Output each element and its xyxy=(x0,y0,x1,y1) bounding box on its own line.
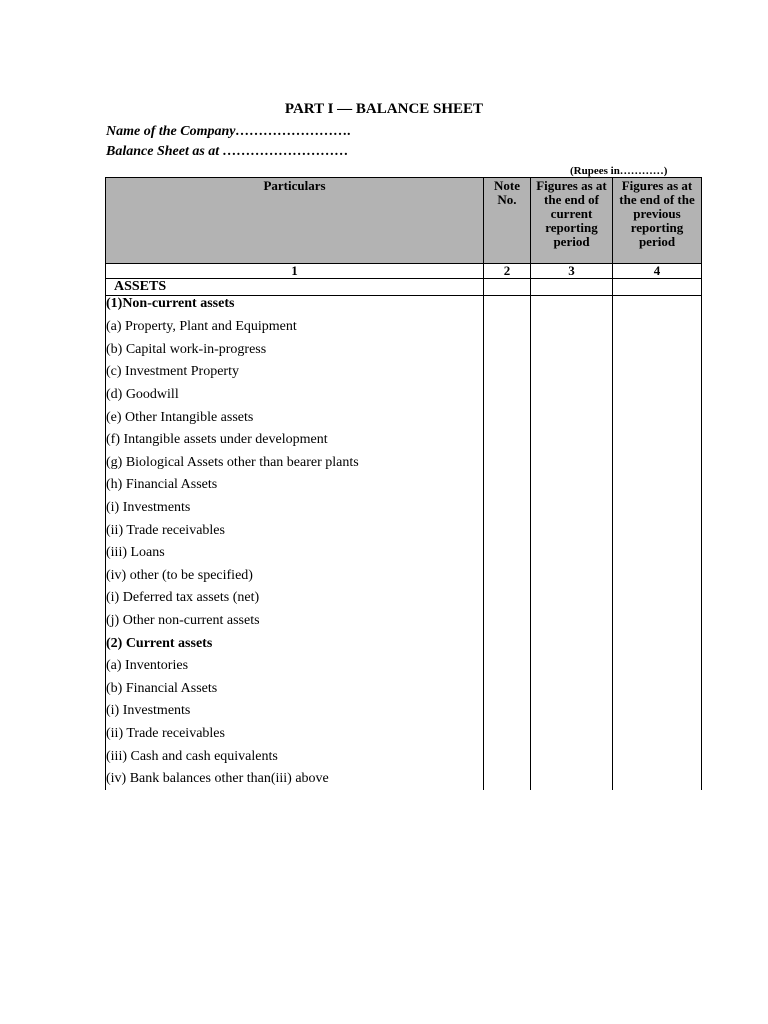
current-period-header: Figures as at the end of current reporting period xyxy=(531,178,613,264)
row-label: (iii) Loans xyxy=(106,542,484,565)
previous-value-cell xyxy=(613,632,702,655)
row-label: (i) Investments xyxy=(106,700,484,723)
current-value-cell xyxy=(531,316,613,339)
current-value-cell xyxy=(531,768,613,791)
note-cell xyxy=(484,632,531,655)
previous-value-cell xyxy=(613,339,702,362)
row-label: (iii) Cash and cash equivalents xyxy=(106,745,484,768)
previous-value-cell xyxy=(613,700,702,723)
table-row xyxy=(106,678,702,701)
current-value-cell xyxy=(531,610,613,633)
note-cell xyxy=(484,610,531,633)
row-label: (d) Goodwill xyxy=(106,384,484,407)
table-row xyxy=(106,316,702,339)
previous-value-cell xyxy=(613,519,702,542)
table-row xyxy=(106,632,702,655)
table-row xyxy=(106,745,702,768)
note-cell xyxy=(484,655,531,678)
current-value-cell xyxy=(531,497,613,520)
previous-value-cell xyxy=(613,610,702,633)
table-row xyxy=(106,587,702,610)
current-value-cell xyxy=(531,542,613,565)
previous-value-cell xyxy=(613,678,702,701)
table-header-row xyxy=(106,178,702,264)
note-cell xyxy=(484,452,531,475)
note-cell xyxy=(484,519,531,542)
row-label: (ii) Trade receivables xyxy=(106,723,484,746)
table-row xyxy=(106,429,702,452)
table-row xyxy=(106,700,702,723)
current-value-cell xyxy=(531,406,613,429)
row-label: (b) Financial Assets xyxy=(106,678,484,701)
note-cell xyxy=(484,279,531,296)
note-cell xyxy=(484,429,531,452)
table-row xyxy=(106,723,702,746)
previous-value-cell xyxy=(613,429,702,452)
row-label: (1)Non-current assets xyxy=(106,296,484,317)
previous-value-cell xyxy=(613,296,702,317)
page-title: PART I — BALANCE SHEET xyxy=(284,101,484,117)
previous-value-cell xyxy=(613,745,702,768)
previous-period-header: Figures as at the end of the previous reporting period xyxy=(613,178,702,264)
previous-value-cell xyxy=(613,384,702,407)
current-value-cell xyxy=(531,655,613,678)
table-row xyxy=(106,655,702,678)
row-label: (e) Other Intangible assets xyxy=(106,406,484,429)
previous-value-cell xyxy=(613,655,702,678)
previous-value-cell xyxy=(613,316,702,339)
current-value-cell xyxy=(531,723,613,746)
table-row xyxy=(106,474,702,497)
row-label: (a) Property, Plant and Equipment xyxy=(106,316,484,339)
column-number: 3 xyxy=(531,264,613,279)
row-label: (f) Intangible assets under development xyxy=(106,429,484,452)
note-cell xyxy=(484,745,531,768)
note-cell xyxy=(484,542,531,565)
note-cell xyxy=(484,339,531,362)
previous-value-cell xyxy=(613,542,702,565)
row-label: (2) Current assets xyxy=(106,632,484,655)
previous-value-cell xyxy=(613,406,702,429)
note-cell xyxy=(484,768,531,791)
previous-value-cell xyxy=(613,474,702,497)
table-row xyxy=(106,339,702,362)
current-value-cell xyxy=(531,519,613,542)
current-value-cell xyxy=(531,296,613,317)
note-cell xyxy=(484,565,531,588)
current-value-cell xyxy=(531,565,613,588)
row-label: (ii) Trade receivables xyxy=(106,519,484,542)
table-row xyxy=(106,406,702,429)
section-row-assets xyxy=(106,279,702,296)
previous-value-cell xyxy=(613,723,702,746)
row-label: (h) Financial Assets xyxy=(106,474,484,497)
previous-value-cell xyxy=(613,279,702,296)
previous-value-cell xyxy=(613,361,702,384)
previous-value-cell xyxy=(613,497,702,520)
current-value-cell xyxy=(531,361,613,384)
column-number-row xyxy=(106,264,702,279)
current-value-cell xyxy=(531,429,613,452)
current-value-cell xyxy=(531,632,613,655)
section-title: ASSETS xyxy=(106,279,484,296)
balance-sheet-table xyxy=(105,177,702,790)
column-number: 2 xyxy=(484,264,531,279)
note-cell xyxy=(484,678,531,701)
table-row xyxy=(106,768,702,791)
previous-value-cell xyxy=(613,565,702,588)
note-cell xyxy=(484,700,531,723)
previous-value-cell xyxy=(613,587,702,610)
table-row xyxy=(106,296,702,317)
note-cell xyxy=(484,316,531,339)
current-value-cell xyxy=(531,384,613,407)
column-number: 1 xyxy=(106,264,484,279)
row-label: (iv) Bank balances other than(iii) above xyxy=(106,768,484,791)
current-value-cell xyxy=(531,474,613,497)
current-value-cell xyxy=(531,678,613,701)
table-row xyxy=(106,497,702,520)
note-no-header: Note No. xyxy=(484,178,531,264)
table-row xyxy=(106,542,702,565)
note-cell xyxy=(484,384,531,407)
note-cell xyxy=(484,723,531,746)
row-label: (b) Capital work-in-progress xyxy=(106,339,484,362)
table-row xyxy=(106,565,702,588)
table-row xyxy=(106,452,702,475)
note-cell xyxy=(484,497,531,520)
table-row xyxy=(106,610,702,633)
row-label: (a) Inventories xyxy=(106,655,484,678)
previous-value-cell xyxy=(613,768,702,791)
current-value-cell xyxy=(531,700,613,723)
row-label: (g) Biological Assets other than bearer plants xyxy=(106,452,484,475)
previous-value-cell xyxy=(613,452,702,475)
column-number: 4 xyxy=(613,264,702,279)
current-value-cell xyxy=(531,279,613,296)
row-label: (iv) other (to be specified) xyxy=(106,565,484,588)
balance-sheet-date-line: Balance Sheet as at ……………………… xyxy=(106,144,349,159)
row-label: (i) Deferred tax assets (net) xyxy=(106,587,484,610)
note-cell xyxy=(484,587,531,610)
note-cell xyxy=(484,406,531,429)
note-cell xyxy=(484,361,531,384)
current-value-cell xyxy=(531,745,613,768)
row-label: (i) Investments xyxy=(106,497,484,520)
current-value-cell xyxy=(531,452,613,475)
company-name-line: Name of the Company……………………. xyxy=(106,124,351,139)
currency-unit-note: (Rupees in…………) xyxy=(570,165,668,177)
table-row xyxy=(106,361,702,384)
row-label: (c) Investment Property xyxy=(106,361,484,384)
note-cell xyxy=(484,296,531,317)
row-label: (j) Other non-current assets xyxy=(106,610,484,633)
note-cell xyxy=(484,474,531,497)
current-value-cell xyxy=(531,339,613,362)
particulars-header: Particulars xyxy=(106,178,484,264)
current-value-cell xyxy=(531,587,613,610)
table-row xyxy=(106,384,702,407)
table-row xyxy=(106,519,702,542)
